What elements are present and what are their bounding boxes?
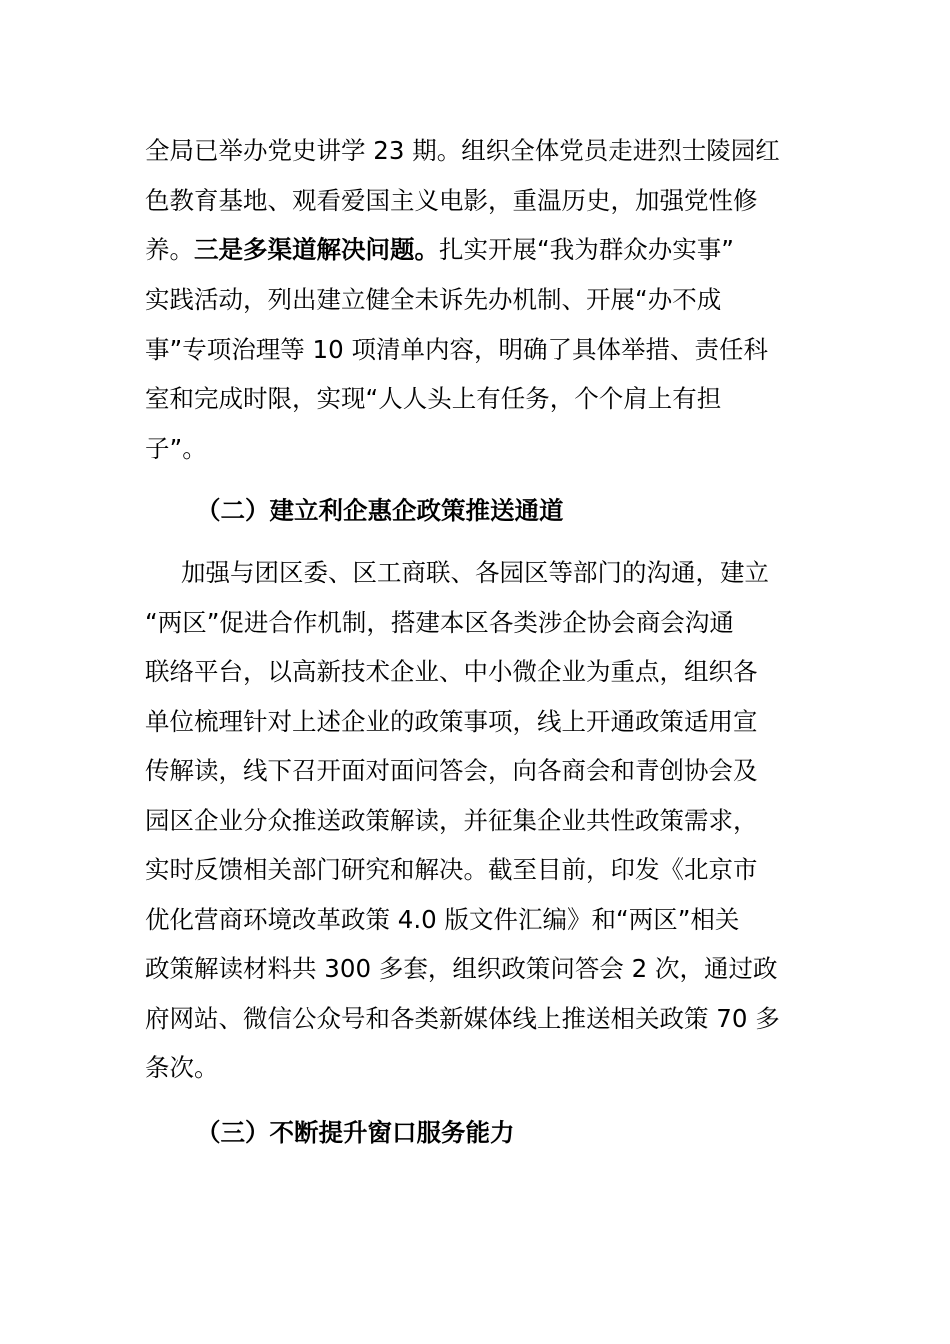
paragraph-2-line-8: 优化营商环境改革政策 4.0 版文件汇编》和“两区”相关 [145, 905, 740, 934]
paragraph-2-line-7: 实时反馈相关部门研究和解决。截至目前，印发《北京市 [145, 855, 758, 884]
paragraph-1-bold-phrase: 三是多渠道解决问题。 [194, 235, 439, 264]
paragraph-1-line-2: 色教育基地、观看爱国主义电影，重温历史，加强党性修 [145, 186, 758, 215]
section-heading-2: （二）建立利企惠企政策推送通道 [196, 496, 564, 525]
paragraph-1-line-7: 子”。 [145, 434, 207, 463]
paragraph-2-line-11: 条次。 [145, 1053, 219, 1082]
section-heading-3: （三）不断提升窗口服务能力 [196, 1118, 515, 1147]
paragraph-2-line-9: 政策解读材料共 300 多套，组织政策问答会 2 次，通过政 [145, 954, 778, 983]
paragraph-2-line-3: 联络平台，以高新技术企业、中小微企业为重点，组织各 [145, 657, 758, 686]
paragraph-1-line-5: 事”专项治理等 10 项清单内容，明确了具体举措、责任科 [145, 335, 768, 364]
paragraph-1-line-3-text-c: 扎实开展“我为群众办实事” [439, 235, 734, 264]
paragraph-2-line-1: 加强与团区委、区工商联、各园区等部门的沟通，建立 [181, 558, 769, 587]
paragraph-1-line-3-text-a: 养。 [145, 235, 194, 264]
paragraph-1-line-3 [145, 230, 810, 270]
paragraph-2-line-6: 园区企业分众推送政策解读，并征集企业共性政策需求， [145, 806, 758, 835]
paragraph-2-line-5: 传解读，线下召开面对面问答会，向各商会和青创协会及 [145, 756, 758, 785]
paragraph-2-line-10: 府网站、微信公众号和各类新媒体线上推送相关政策 70 多 [145, 1004, 780, 1033]
paragraph-1-line-6: 室和完成时限，实现“人人头上有任务，个个肩上有担 [145, 384, 722, 413]
paragraph-1-line-1: 全局已举办党史讲学 23 期。组织全体党员走进烈士陵园红 [145, 136, 780, 165]
paragraph-2-line-4: 单位梳理针对上述企业的政策事项，线上开通政策适用宣 [145, 707, 758, 736]
paragraph-1-line-4: 实践活动，列出建立健全未诉先办机制、开展“办不成 [145, 285, 722, 314]
paragraph-2-line-2: “两区”促进合作机制，搭建本区各类涉企协会商会沟通 [145, 608, 734, 637]
